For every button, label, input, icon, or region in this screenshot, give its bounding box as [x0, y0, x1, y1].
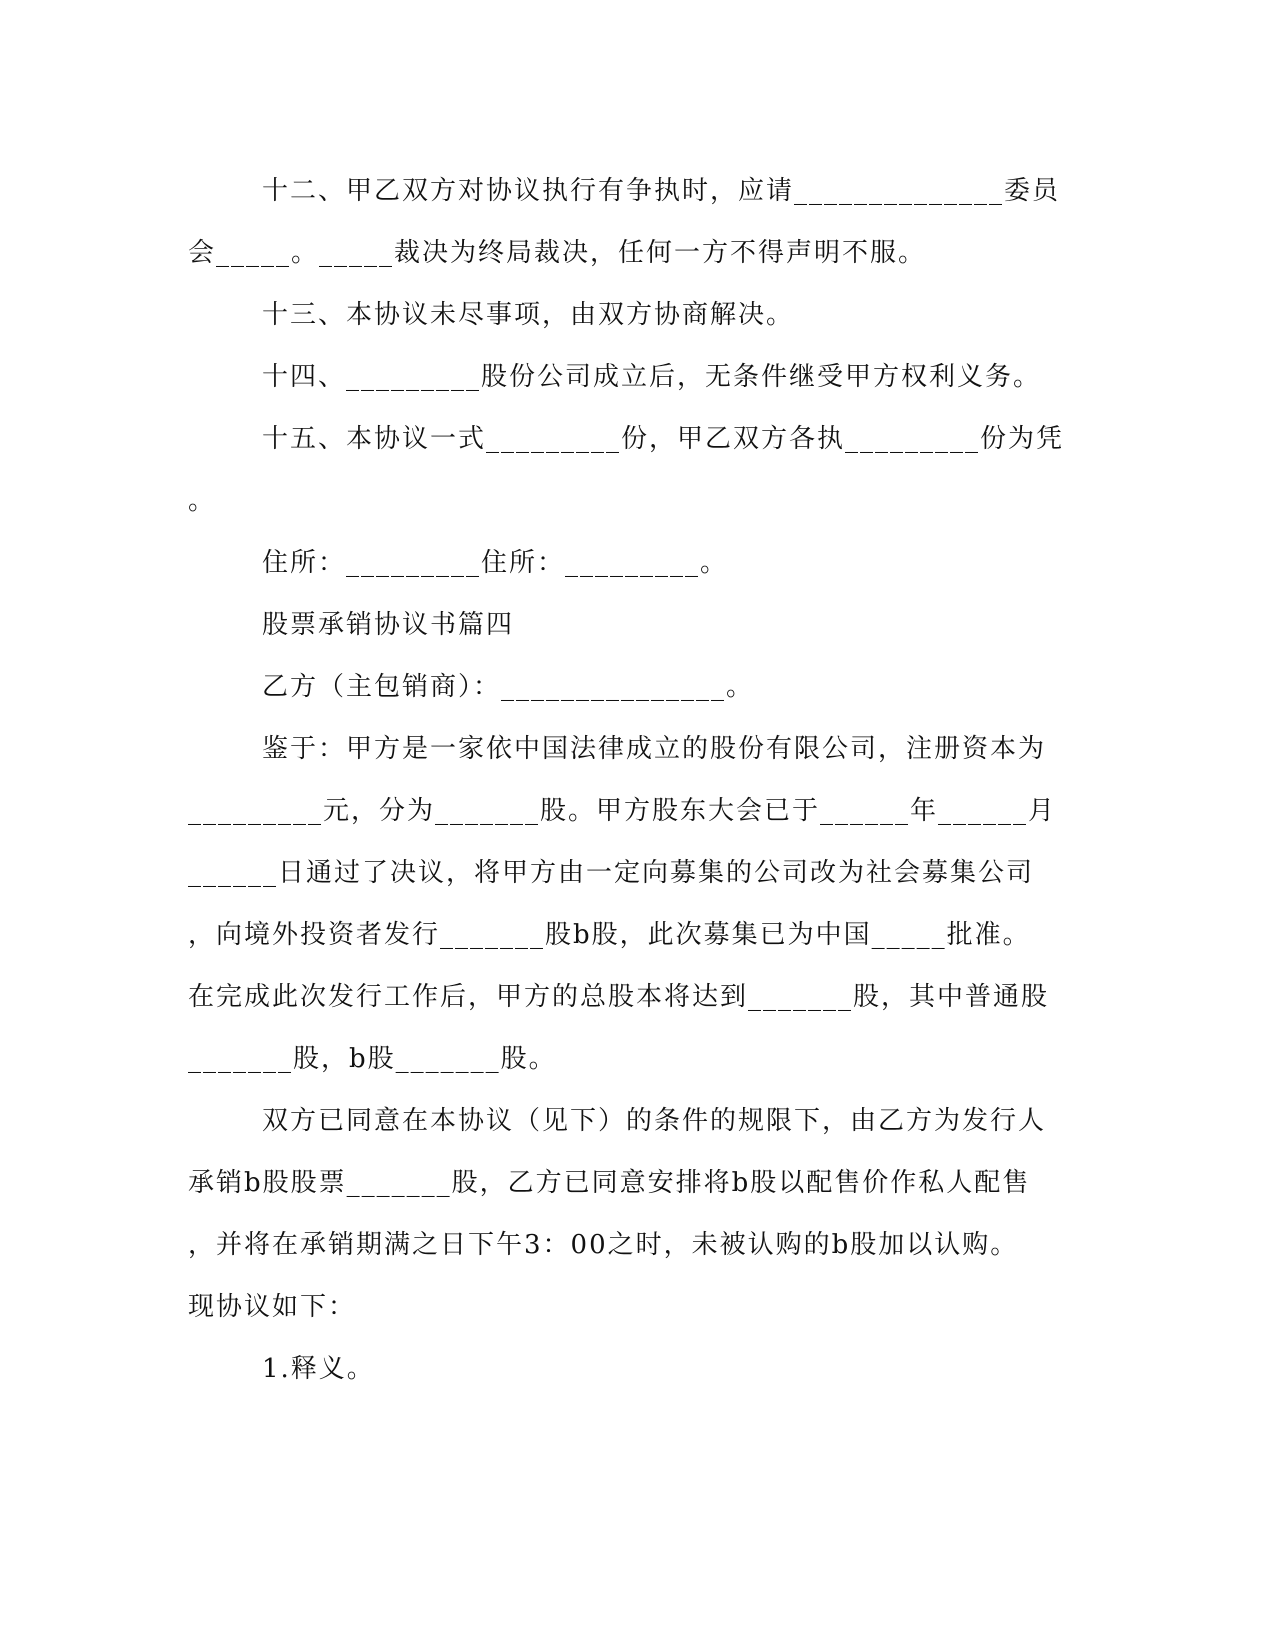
text-line: 会_____。_____裁决为终局裁决，任何一方不得声明不服。	[188, 238, 927, 268]
text-line: 1.释义。	[262, 1354, 375, 1384]
text-line: 十三、本协议未尽事项，由双方协商解决。	[262, 300, 795, 330]
document-page	[188, 160, 1088, 1400]
text-line: 现协议如下：	[188, 1292, 357, 1322]
text-line: 。	[188, 486, 217, 516]
text-line: ，向境外投资者发行_______股b股，此次募集已为中国_____批准。	[188, 920, 1031, 950]
text-line: ______日通过了决议，将甲方由一定向募集的公司改为社会募集公司	[188, 858, 1035, 888]
text-line: 十四、_________股份公司成立后，无条件继受甲方权利义务。	[262, 362, 1042, 392]
text-line: 十五、本协议一式_________份，甲乙双方各执_________份为凭	[262, 424, 1065, 454]
text-line: 乙方（主包销商）：_______________。	[262, 672, 755, 702]
text-line: ，并将在承销期满之日下午3：00之时，未被认购的b股加以认购。	[188, 1230, 1019, 1260]
text-line: 住所：_________住所：_________。	[262, 548, 729, 578]
text-line: _________元，分为_______股。甲方股东大会已于______年______月	[188, 796, 1057, 826]
text-line: 承销b股股票_______股，乙方已同意安排将b股以配售价作私人配售	[188, 1168, 1031, 1198]
text-line: 在完成此次发行工作后，甲方的总股本将达到_______股，其中普通股	[188, 982, 1050, 1012]
text-line: 双方已同意在本协议（见下）的条件的规限下，由乙方为发行人	[262, 1106, 1047, 1136]
text-line: 鉴于：甲方是一家依中国法律成立的股份有限公司，注册资本为	[262, 734, 1047, 764]
text-line: _______股，b股_______股。	[188, 1044, 557, 1074]
section-heading: 股票承销协议书篇四	[262, 610, 515, 640]
text-line: 十二、甲乙双方对协议执行有争执时，应请______________委员	[262, 176, 1061, 206]
